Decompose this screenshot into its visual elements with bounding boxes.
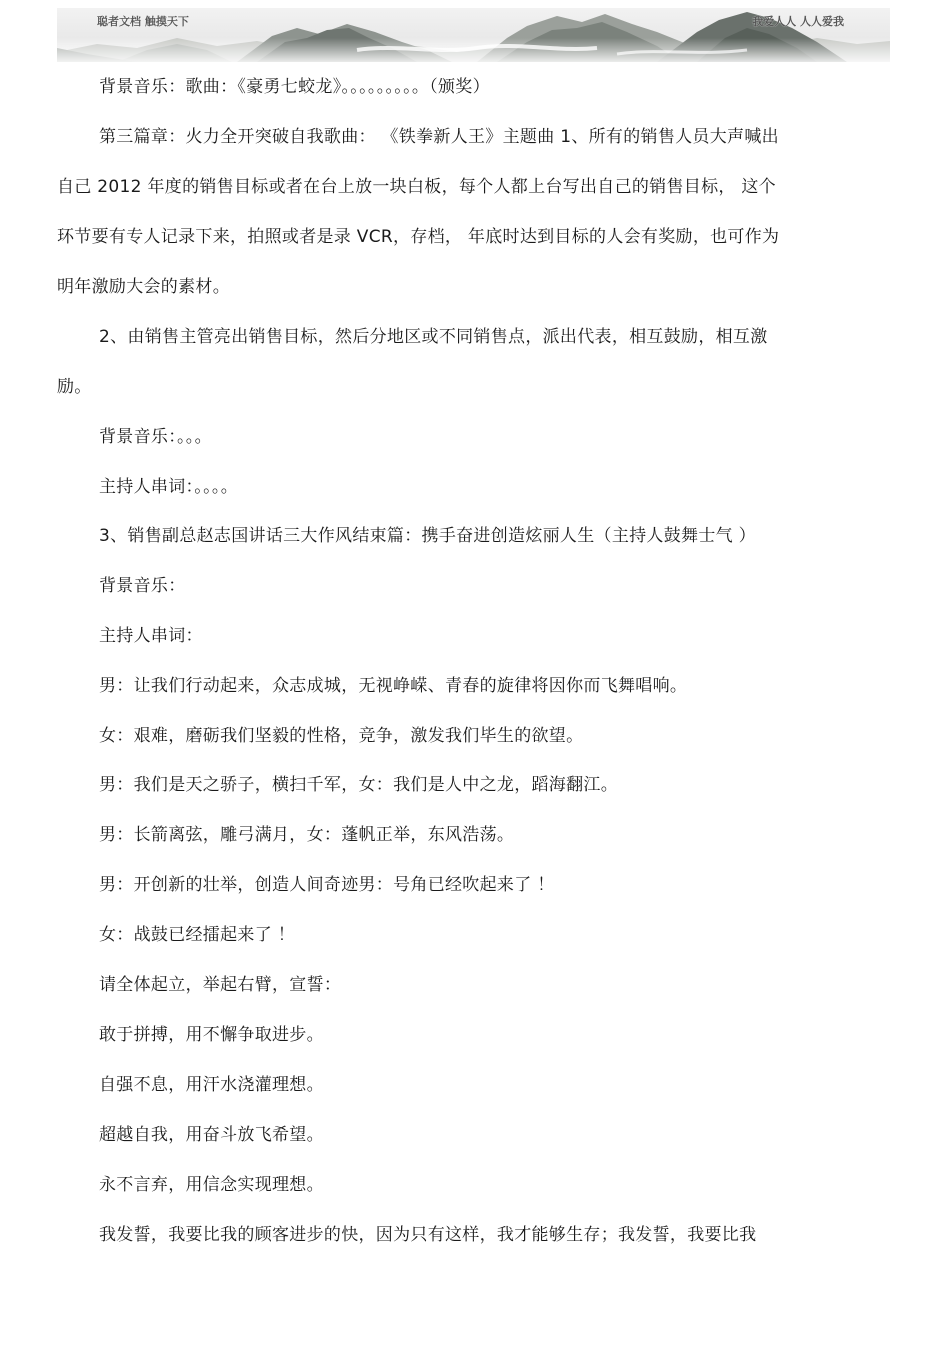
paragraph-line: 背景音乐：。。。 <box>99 427 212 447</box>
paragraph-line: 励。 <box>57 377 92 397</box>
paragraph-line: 男：让我们行动起来，众志成城，无视峥嵘、青春的旋律将因你而飞舞唱响。 <box>99 676 688 696</box>
paragraph-line: 背景音乐：歌曲：《豪勇七蛟龙》。。。。。。。。。（颁奖） <box>99 77 490 97</box>
paragraph-line: 敢于拼搏，用不懈争取进步。 <box>99 1025 324 1045</box>
paragraph-line: 男：长箭离弦，雕弓满月，女：蓬帆正举，东风浩荡。 <box>99 825 515 845</box>
paragraph-line: 我发誓，我要比我的顾客进步的快，因为只有这样，我才能够生存；我发誓，我要比我 <box>99 1225 757 1245</box>
paragraph-line: 3、销售副总赵志国讲话三大作风结束篇：携手奋进创造炫丽人生（主持人鼓舞士气 ） <box>99 526 756 546</box>
paragraph-line: 第三篇章：火力全开突破自我歌曲： 《铁拳新人王》主题曲 1、所有的销售人员大声喊出 <box>99 127 779 147</box>
paragraph-line: 主持人串词： <box>99 626 203 646</box>
paragraph-line: 明年激励大会的素材。 <box>57 277 230 297</box>
paragraph-line: 男：开创新的壮举，创造人间奇迹男：号角已经吹起来了 ！ <box>99 875 555 895</box>
paragraph-line: 2、由销售主管亮出销售目标，然后分地区或不同销售点，派出代表，相互鼓励，相互激 <box>99 327 768 347</box>
banner-right-slogan: 我爱人人 人人爱我 <box>752 15 844 28</box>
paragraph-line: 主持人串词：。。。。 <box>99 477 238 497</box>
banner-left-slogan: 聪者文档 触摸天下 <box>97 15 189 28</box>
paragraph-line: 超越自我，用奋斗放飞希望。 <box>99 1125 324 1145</box>
paragraph-line: 女：艰难，磨砺我们坚毅的性格，竞争，激发我们毕生的欲望。 <box>99 726 584 746</box>
paragraph-line: 请全体起立，举起右臂，宣誓： <box>99 975 342 995</box>
paragraph-line: 女：战鼓已经擂起来了 ！ <box>99 925 296 945</box>
paragraph-line: 背景音乐： <box>99 576 186 596</box>
paragraph-line: 环节要有专人记录下来，拍照或者是录 VCR，存档， 年底时达到目标的人会有奖励，也可作为 <box>57 227 780 247</box>
header-banner <box>57 8 890 62</box>
paragraph-line: 自己 2012 年度的销售目标或者在台上放一块白板，每个人都上台写出自己的销售目标， 这个 <box>57 177 776 197</box>
paragraph-line: 自强不息，用汗水浇灌理想。 <box>99 1075 324 1095</box>
paragraph-line: 永不言弃，用信念实现理想。 <box>99 1175 324 1195</box>
paragraph-line: 男：我们是天之骄子，横扫千军，女：我们是人中之龙，蹈海翻江。 <box>99 775 618 795</box>
